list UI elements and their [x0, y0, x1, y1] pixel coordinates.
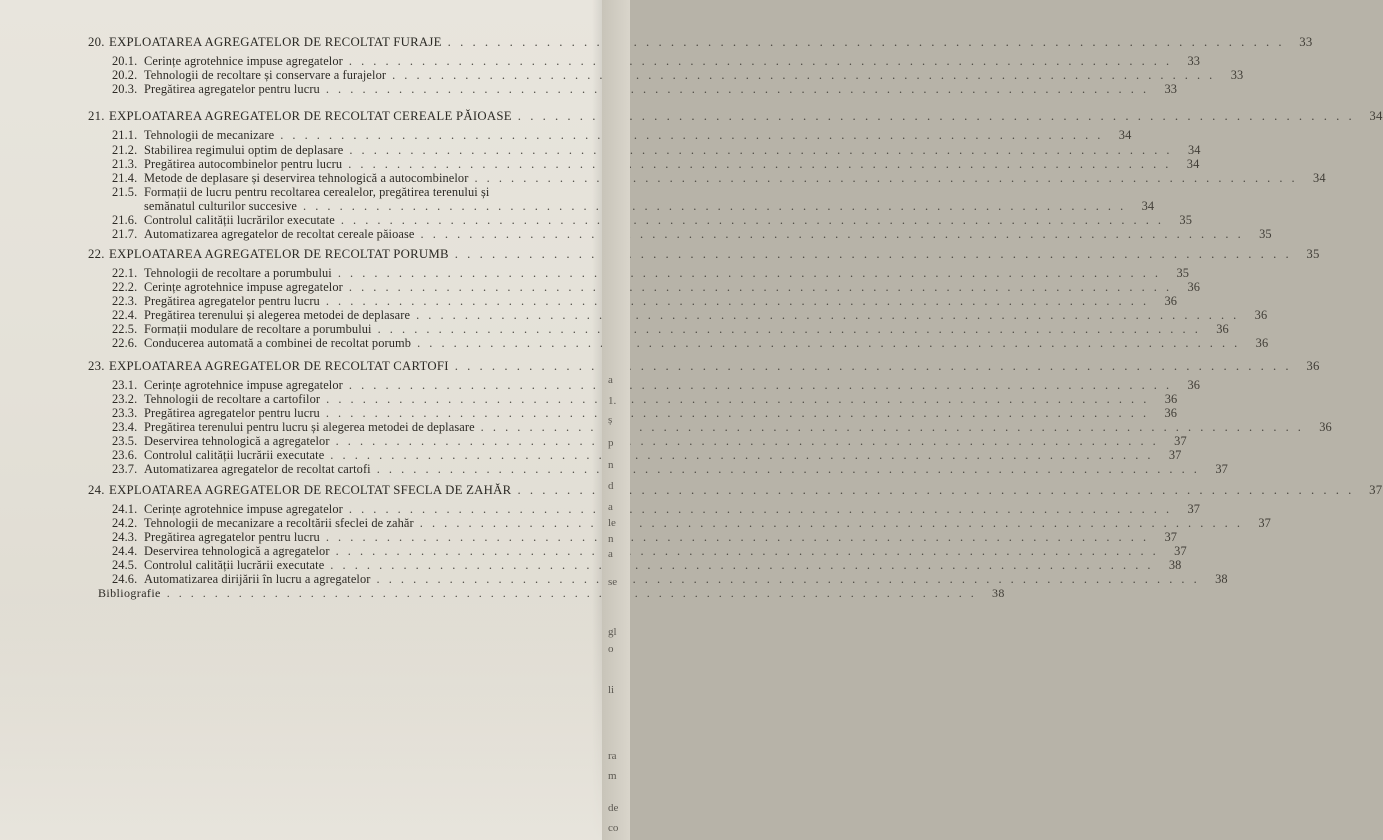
blank-lower-page: [0, 600, 602, 840]
section-title: Pregătirea agregatelor pentru lucru: [144, 294, 320, 308]
toc-section-24-2: [112, 516, 1271, 530]
page-number: 35: [1176, 266, 1190, 280]
section-title: Automatizarea agregatelor de recoltat cereale păioase: [144, 227, 415, 241]
toc-section-20-1: [112, 54, 1201, 68]
page-number: 37: [1215, 462, 1228, 476]
page-number: 37: [1258, 516, 1271, 530]
toc-section-24-1: [112, 502, 1201, 516]
edge-fragment: a: [608, 374, 613, 386]
leader-dots: [512, 109, 1355, 124]
edge-fragment: n: [608, 459, 614, 471]
leader-dots: [324, 559, 1153, 572]
page-number: 35: [1259, 227, 1272, 241]
leader-dots: [332, 267, 1161, 280]
leader-dots: [330, 435, 1159, 448]
section-title: Tehnologii de recoltare a porumbului: [144, 266, 332, 280]
section-title: Pregătirea terenului și alegerea metodei de deplasare: [144, 308, 411, 322]
section-title: Automatizarea agregatelor de recoltat cartofi: [144, 462, 371, 476]
section-number: 21.3.: [112, 157, 138, 171]
leader-dots: [449, 247, 1292, 262]
edge-fragment: n: [608, 533, 614, 545]
section-number: 21.6.: [112, 213, 138, 227]
toc-section-22-2: [112, 280, 1201, 294]
toc-section-22-3: [112, 294, 1178, 308]
section-number: 23.1.: [112, 378, 138, 392]
edge-fragment: co: [608, 822, 619, 834]
section-number: 24.4.: [112, 544, 138, 558]
chapter-title: EXPLOATAREA AGREGATELOR DE RECOLTAT CEREALE PĂIOASE: [109, 109, 512, 123]
toc-section-23-2: [112, 392, 1178, 406]
page-number: 34: [1313, 171, 1326, 185]
page-number: 33: [1230, 68, 1244, 82]
section-title: semănatul culturilor succesive: [144, 199, 298, 213]
section-title: Tehnologii de mecanizare a recoltării sfeclei de zahăr: [144, 516, 414, 530]
leader-dots: [335, 214, 1164, 227]
section-title: Cerințe agrotehnice impuse agregatelor: [144, 378, 343, 392]
toc-section-21-1: [112, 128, 1132, 142]
section-title: Pregătirea autocombinelor pentru lucru: [144, 157, 343, 171]
toc-section-23-3: [112, 406, 1178, 420]
section-number: 24.5.: [112, 558, 138, 572]
leader-dots: [297, 200, 1126, 213]
toc-section-21-3: [112, 157, 1200, 171]
section-title: Tehnologii de recoltare și conservare a furajelor: [144, 68, 387, 82]
toc-section-21-4: [112, 171, 1326, 185]
page-number: 34: [1118, 128, 1132, 142]
page-number: 36: [1187, 280, 1201, 294]
edge-fragment: li: [608, 684, 615, 696]
edge-fragment: d: [608, 480, 614, 492]
edge-fragment: ș: [608, 414, 613, 426]
section-number: 21.7.: [112, 227, 138, 241]
leader-dots: [449, 359, 1292, 374]
leader-dots: [414, 517, 1243, 530]
edge-fragment: a: [608, 501, 613, 513]
section-number: 23.5.: [112, 434, 138, 448]
leader-dots: [343, 379, 1172, 392]
page-number: 37: [1164, 530, 1178, 544]
section-number: 24.6.: [112, 572, 138, 586]
leader-dots: [320, 531, 1149, 544]
page-number: 36: [1306, 359, 1320, 373]
edge-fragment: p: [608, 437, 614, 449]
section-title: Controlul calității lucrărilor executate: [144, 213, 335, 227]
section-title: Formații modulare de recoltare a porumbului: [144, 322, 372, 336]
chapter-title: EXPLOATAREA AGREGATELOR DE RECOLTAT FURAJE: [109, 35, 442, 49]
leader-dots: [442, 35, 1285, 50]
leader-dots: [274, 129, 1103, 142]
leader-dots: [343, 281, 1172, 294]
edge-fragment: o: [608, 643, 614, 655]
toc-section-20-3: [112, 82, 1178, 96]
bibliography-title: Bibliografie: [98, 586, 161, 600]
leader-dots: [320, 393, 1149, 406]
edge-fragment: ra: [608, 750, 617, 762]
section-number: 23.7.: [112, 462, 138, 476]
section-title: Deservirea tehnologică a agregatelor: [144, 544, 330, 558]
edge-fragment: le: [608, 517, 616, 529]
leader-dots: [343, 55, 1172, 68]
leader-dots: [320, 83, 1149, 96]
section-title: Deservirea tehnologică a agregatelor: [144, 434, 330, 448]
leader-dots: [343, 144, 1172, 157]
section-number: 21.5.: [112, 185, 138, 199]
section-number: 22.5.: [112, 322, 138, 336]
chapter-number: 20.: [88, 35, 105, 49]
section-number: 22.1.: [112, 266, 138, 280]
toc-section-24-4: [112, 544, 1187, 558]
section-title: Conducerea automată a combinei de recoltat porumb: [144, 336, 412, 350]
page-number: 36: [1255, 336, 1269, 350]
leader-dots: [511, 483, 1354, 498]
section-title: Cerințe agrotehnice impuse agregatelor: [144, 54, 343, 68]
chapter-title: EXPLOATAREA AGREGATELOR DE RECOLTAT SFECLA DE ZAHĂR: [109, 483, 512, 497]
page-number: 37: [1187, 502, 1201, 516]
toc-chapter-22: [88, 247, 1320, 262]
section-title: Pregătirea agregatelor pentru lucru: [144, 82, 320, 96]
leader-dots: [415, 228, 1244, 241]
section-title: Cerințe agrotehnice impuse agregatelor: [144, 280, 343, 294]
page-number: 36: [1164, 294, 1178, 308]
chapter-number: 24.: [88, 483, 105, 497]
section-title: Pregătirea agregatelor pentru lucru: [144, 530, 320, 544]
toc-section-22-4: [112, 308, 1268, 322]
toc-section-23-5: [112, 434, 1187, 448]
page-number: 37: [1369, 483, 1383, 497]
leader-dots: [410, 309, 1239, 322]
page-number: 34: [1186, 157, 1200, 171]
toc-bibliography: [98, 586, 1005, 600]
toc-section-23-4: [112, 420, 1332, 434]
toc-chapter-21: [88, 109, 1383, 124]
page-number: 36: [1319, 420, 1332, 434]
section-title: Metode de deplasare și deservirea tehnologică a autocombinelor: [144, 171, 469, 185]
leader-dots: [371, 573, 1200, 586]
section-number: 22.2.: [112, 280, 138, 294]
section-number: 24.2.: [112, 516, 138, 530]
page-number: 37: [1168, 448, 1182, 462]
section-number: 21.4.: [112, 171, 138, 185]
section-title: Automatizarea dirijării în lucru a agregatelor: [144, 572, 371, 586]
section-title: Controlul calității lucrării executate: [144, 558, 325, 572]
section-title: Cerințe agrotehnice impuse agregatelor: [144, 502, 343, 516]
section-number: 21.1.: [112, 128, 138, 142]
chapter-title: EXPLOATAREA AGREGATELOR DE RECOLTAT PORUMB: [109, 247, 449, 261]
toc-section-20-2: [112, 68, 1244, 82]
edge-fragment: de: [608, 802, 619, 814]
page-number: 38: [1168, 558, 1182, 572]
chapter-title: EXPLOATAREA AGREGATELOR DE RECOLTAT CARTOFI: [109, 359, 449, 373]
leader-dots: [371, 463, 1200, 476]
page-number: 35: [1306, 247, 1320, 261]
edge-fragment: m: [608, 770, 617, 782]
toc-section-24-5: [112, 558, 1182, 572]
page-number: 38: [1215, 572, 1228, 586]
adjacent-page-edge: [602, 0, 630, 840]
section-number: 23.3.: [112, 406, 138, 420]
toc-section-21-5: [112, 186, 612, 199]
section-number: 23.6.: [112, 448, 138, 462]
section-number: 23.2.: [112, 392, 138, 406]
toc-chapter-20: [88, 35, 1313, 50]
section-number: 23.4.: [112, 420, 138, 434]
toc-section-22-5: [112, 322, 1229, 336]
edge-fragment: gl: [608, 626, 617, 638]
section-title: Pregătirea terenului pentru lucru și alegerea metodei de deplasare: [144, 420, 475, 434]
section-number: 22.6.: [112, 336, 138, 350]
toc-section-23-7: [112, 462, 1228, 476]
toc-section-23-1: [112, 378, 1201, 392]
page-number: 37: [1174, 434, 1187, 448]
leader-dots: [386, 69, 1215, 82]
toc-chapter-24: [88, 483, 1383, 498]
section-number: 20.2.: [112, 68, 138, 82]
toc-chapter-23: [88, 359, 1320, 374]
page-number: 33: [1164, 82, 1178, 96]
section-number: 24.1.: [112, 502, 138, 516]
page-number: 33: [1299, 35, 1313, 49]
section-title: Tehnologii de mecanizare: [144, 128, 275, 142]
toc-section-22-1: [112, 266, 1190, 280]
page-number: 34: [1187, 143, 1201, 157]
toc-section-21-5-continuation: [112, 199, 1155, 213]
leader-dots: [320, 295, 1149, 308]
leader-dots: [320, 407, 1149, 420]
leader-dots: [343, 503, 1172, 516]
leader-dots: [475, 421, 1304, 434]
page-number: 36: [1187, 378, 1201, 392]
page-number: 36: [1254, 308, 1268, 322]
chapter-number: 22.: [88, 247, 105, 261]
toc-section-21-6: [112, 213, 1193, 227]
section-number: 22.4.: [112, 308, 138, 322]
section-number: 20.3.: [112, 82, 138, 96]
page-number: 37: [1174, 544, 1187, 558]
chapter-number: 21.: [88, 109, 105, 123]
section-title: Tehnologii de recoltare a cartofilor: [144, 392, 321, 406]
leader-dots: [372, 323, 1201, 336]
edge-fragment: se: [608, 576, 618, 588]
leader-dots: [330, 545, 1159, 558]
page-number: 36: [1164, 406, 1178, 420]
leader-dots: [411, 337, 1240, 350]
toc-section-23-6: [112, 448, 1182, 462]
toc-section-24-3: [112, 530, 1178, 544]
page-number: 35: [1179, 213, 1193, 227]
section-number: 24.3.: [112, 530, 138, 544]
toc-section-22-6: [112, 336, 1269, 350]
leader-dots: [342, 158, 1171, 171]
leader-dots: [468, 172, 1297, 185]
toc-section-21-7: [112, 227, 1272, 241]
section-title: Controlul calității lucrării executate: [144, 448, 325, 462]
page-number: 36: [1164, 392, 1178, 406]
page-number: 34: [1141, 199, 1155, 213]
page-number: 33: [1187, 54, 1201, 68]
section-number: 22.3.: [112, 294, 138, 308]
section-title: Pregătirea agregatelor pentru lucru: [144, 406, 320, 420]
edge-fragment: a: [608, 548, 613, 560]
toc-section-21-2: [112, 143, 1201, 157]
section-title: Stabilirea regimului optim de deplasare: [144, 143, 344, 157]
section-number: 20.1.: [112, 54, 138, 68]
page-number: 34: [1369, 109, 1383, 123]
page-number: 38: [991, 586, 1005, 600]
page-number: 36: [1216, 322, 1229, 336]
section-number: 21.2.: [112, 143, 138, 157]
section-title: Formații de lucru pentru recoltarea cerealelor, pregătirea terenului și: [144, 185, 490, 199]
leader-dots: [161, 587, 977, 600]
edge-fragment: 1.: [608, 395, 617, 407]
chapter-number: 23.: [88, 359, 105, 373]
leader-dots: [324, 449, 1153, 462]
